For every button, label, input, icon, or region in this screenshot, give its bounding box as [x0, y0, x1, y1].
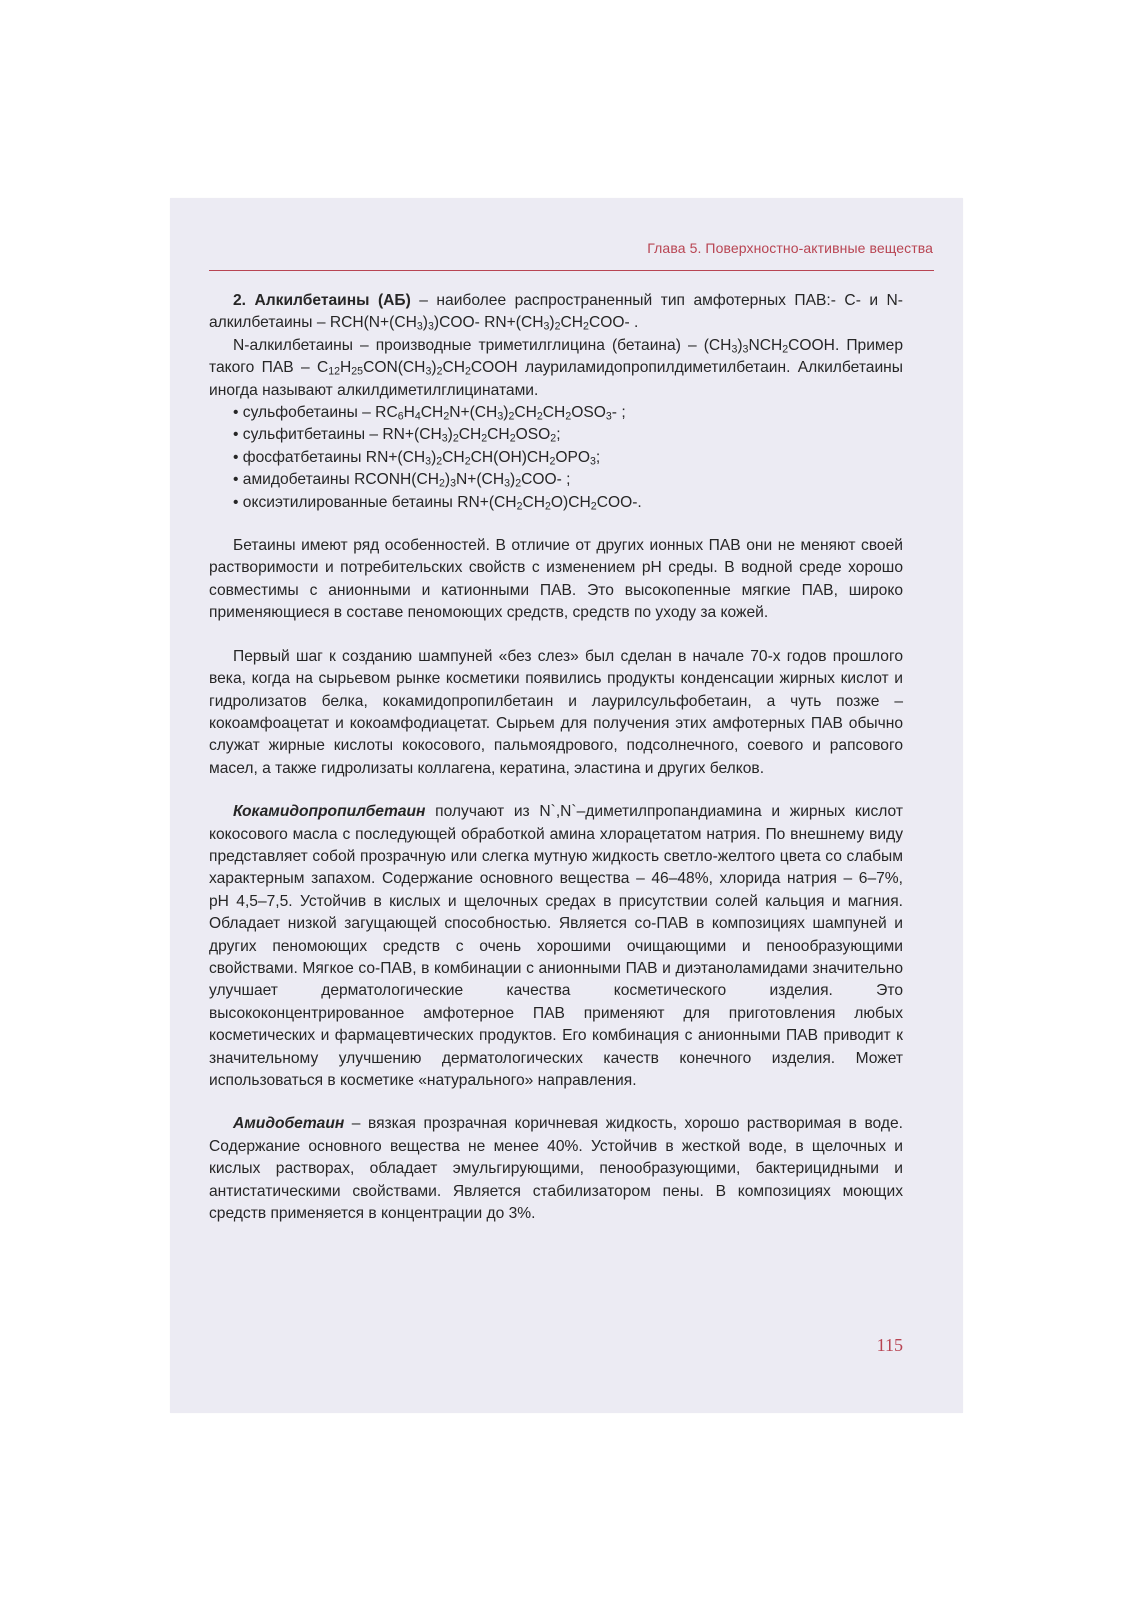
- text: ): [447, 426, 453, 444]
- text: COO- ;: [521, 471, 571, 489]
- sub: 3: [425, 455, 432, 468]
- text: OSO: [571, 404, 606, 422]
- text: ): [503, 404, 509, 422]
- paragraph-n-alkylbetaines: [209, 335, 903, 402]
- text: )COO- RN+(CH: [433, 314, 544, 332]
- sub: 2: [590, 499, 597, 512]
- text: COOH. Пример такого ПАВ – C: [209, 336, 903, 377]
- text: – наиболее распространенный тип амфотерных ПАВ:- С- и N-алкилбетаины – RCH(N+(CH: [209, 292, 903, 332]
- sub: 3: [425, 365, 432, 378]
- sub: 2: [536, 410, 543, 423]
- sub: 2: [545, 499, 551, 512]
- text: NCH: [748, 336, 783, 354]
- header-rule: [209, 270, 934, 271]
- text: O)CH: [550, 493, 591, 511]
- sub: 25: [351, 365, 364, 378]
- sub: 6: [397, 410, 404, 423]
- text: ): [431, 448, 437, 466]
- text: H: [340, 359, 352, 377]
- text: H: [403, 404, 415, 422]
- text: CH: [420, 404, 444, 422]
- sub: 2: [438, 477, 445, 490]
- paragraph-alkylbetaines: [209, 290, 903, 335]
- sub: 2: [554, 320, 561, 333]
- text: CH: [442, 448, 465, 466]
- running-head: Глава 5. Поверхностно-активные вещества: [647, 240, 933, 256]
- sub: 3: [590, 455, 596, 468]
- text: OSO: [515, 426, 551, 444]
- sub: 2: [509, 432, 516, 445]
- paragraph-amidobetaine: [209, 1113, 903, 1225]
- text: - ;: [611, 404, 626, 422]
- sub: 3: [497, 410, 504, 423]
- text: COO-.: [596, 493, 642, 511]
- text: ): [737, 336, 743, 354]
- text: CH: [458, 426, 482, 444]
- sub: 3: [605, 410, 612, 423]
- text: N+(CH: [449, 404, 498, 422]
- text: ): [431, 359, 437, 377]
- sub: 3: [428, 320, 434, 333]
- sub: 2: [515, 477, 522, 490]
- book-page: [170, 198, 963, 1413]
- text: N+(CH: [456, 471, 505, 489]
- text: COO- .: [588, 314, 639, 332]
- page-body: [209, 290, 903, 1225]
- text: • амидобетаины RCONH(CH: [233, 471, 439, 489]
- sub: 3: [416, 320, 423, 333]
- paragraph-betaine-features: Бетаины имеют ряд особенностей. В отличие от других ионных ПАВ они не меняют своей растворимости и потребительских свойств с изменением рН среды. В водной среде хорошо совместимы с анионными и катионными ПАВ. Это высокопенные мягкие ПАВ, широко применяющиеся в составе пеномоющих средств, средств по уходу за кожей.: [209, 537, 903, 622]
- text: CH: [487, 426, 510, 444]
- text: N-алкилбетаины – производные триметилглицина (бетаина) – (CH: [233, 336, 732, 354]
- text: ): [510, 471, 516, 489]
- text: ;: [595, 448, 601, 466]
- term-cocamidopropyl-betaine: Кокамидопропилбетаин: [233, 803, 426, 821]
- text: COOH лауриламидопропилдиметилбетаин. Алкилбетаины иногда называют алкилдиметилглицинатами.: [209, 359, 903, 399]
- paragraph-tear-free-shampoos: Первый шаг к созданию шампуней «без слез» был сделан в начале 70-х годов прошлого века, когда на сырьевом рынке косметики появились продукты конденсации жирных кислот и гидролизатов белка, кокамидопропилбетаин и лаурилсульфобетаин, а чуть позже – кокоамфоацетат и кокоамфодиацетат. Сырьем для получения этих амфотерных ПАВ обычно служат жирные кислоты кокосового, пальмоядрового, подсолнечного, соевого и рапсового масел, а также гидролизаты коллагена, кератина, эластина и других белков.: [209, 647, 903, 777]
- text: CH(OH)CH: [470, 448, 550, 466]
- sub: 2: [464, 455, 471, 468]
- sub: 2: [549, 455, 556, 468]
- text: – вязкая прозрачная коричневая жидкость, хорошо растворимая в воде. Содержание основного вещества не менее 40%. Устойчив в жесткой воде, в щелочных и кислых растворах, обладает эмульгирующими, пенообразующими, бактерицидными и антистатическими свойствами. Является стабилизатором пены. В композициях моющих средств применяется в концентрации до 3%.: [209, 1115, 903, 1223]
- text: CH: [522, 493, 546, 511]
- list-item-ethoxylated-betaines: [209, 492, 903, 514]
- sub: 3: [504, 477, 510, 490]
- term-amidobetaine: Амидобетаин: [233, 1115, 345, 1133]
- sub: 2: [452, 432, 459, 445]
- list-item-phosphatebetaines: [209, 447, 903, 469]
- text: CH: [514, 404, 537, 422]
- sub: 2: [565, 410, 572, 423]
- sub: 2: [583, 320, 589, 333]
- sub: 2: [443, 410, 450, 423]
- text: • фосфатбетаины RN+(CH: [233, 448, 426, 466]
- text: ;: [556, 426, 561, 444]
- sub: 3: [742, 343, 749, 356]
- sub: 2: [436, 365, 443, 378]
- list-item-sulfitebetaines: [209, 424, 903, 446]
- sub: 12: [328, 365, 341, 378]
- sub: 2: [436, 455, 443, 468]
- sub: 2: [508, 410, 515, 423]
- sub: 3: [441, 432, 448, 445]
- sub: 4: [414, 410, 421, 423]
- text: получают из N`,N`–диметилпропандиамина и жирных кислот кокосового масла с последующей обработкой амина хлорацетатом натрия. По внешнему виду представляет собой прозрачную или слегка мутную жидкость светло-желтого цвета со слабым характерным запахом. Содержание основного вещества – 46–48%, хлорида натрия – 6–7%, рН 4,5–7,5. Устойчив в кислых и щелочных средах в присутствии солей кальция и магния. Обладает низкой загущающей способностью. Является со-ПАВ в композициях шампуней и других пеномоющих средств с очень хорошими очищающими и пенообразующими свойствами. Мягкое со-ПАВ, в комбинации с анионными ПАВ и диэтаноламидами значительно улучшает дерматологические качества косметического изделия. Это высококонцентрированное амфотерное ПАВ применяют для приготовления любых косметических и фармацевтических продуктов. Его комбинация с анионными ПАВ приводит к значительному улучшению дерматологических качеств конечного изделия. Может использоваться в косметике «натурального» направления.: [209, 803, 903, 1089]
- section-heading: 2. Алкилбетаины (АБ): [233, 292, 411, 309]
- sub: 2: [550, 432, 557, 445]
- text: ): [444, 471, 451, 489]
- sub: 3: [450, 477, 456, 490]
- text: CH: [560, 314, 584, 332]
- sub: 3: [731, 343, 738, 356]
- text: ): [549, 314, 555, 332]
- sub: 2: [465, 365, 471, 378]
- text: CH: [542, 404, 566, 422]
- text: • оксиэтилированные бетаины RN+(CH: [233, 493, 517, 511]
- list-item-amidobetaines: [209, 469, 903, 491]
- sub: 2: [782, 343, 789, 356]
- text: ): [422, 314, 428, 332]
- text: • сульфитбетаины – RN+(CH: [233, 426, 442, 444]
- sub: 2: [516, 499, 523, 512]
- sub: 2: [481, 432, 488, 445]
- list-item-sulfobetaines: [209, 402, 903, 424]
- sub: 3: [543, 320, 550, 333]
- paragraph-cocamidopropyl-betaine: [209, 801, 903, 1092]
- text: CH: [442, 359, 465, 377]
- text: CON(CH: [363, 359, 426, 377]
- text: • сульфобетаины – RC: [233, 404, 398, 422]
- page-number: 115: [876, 1335, 903, 1355]
- text: OPO: [555, 448, 591, 466]
